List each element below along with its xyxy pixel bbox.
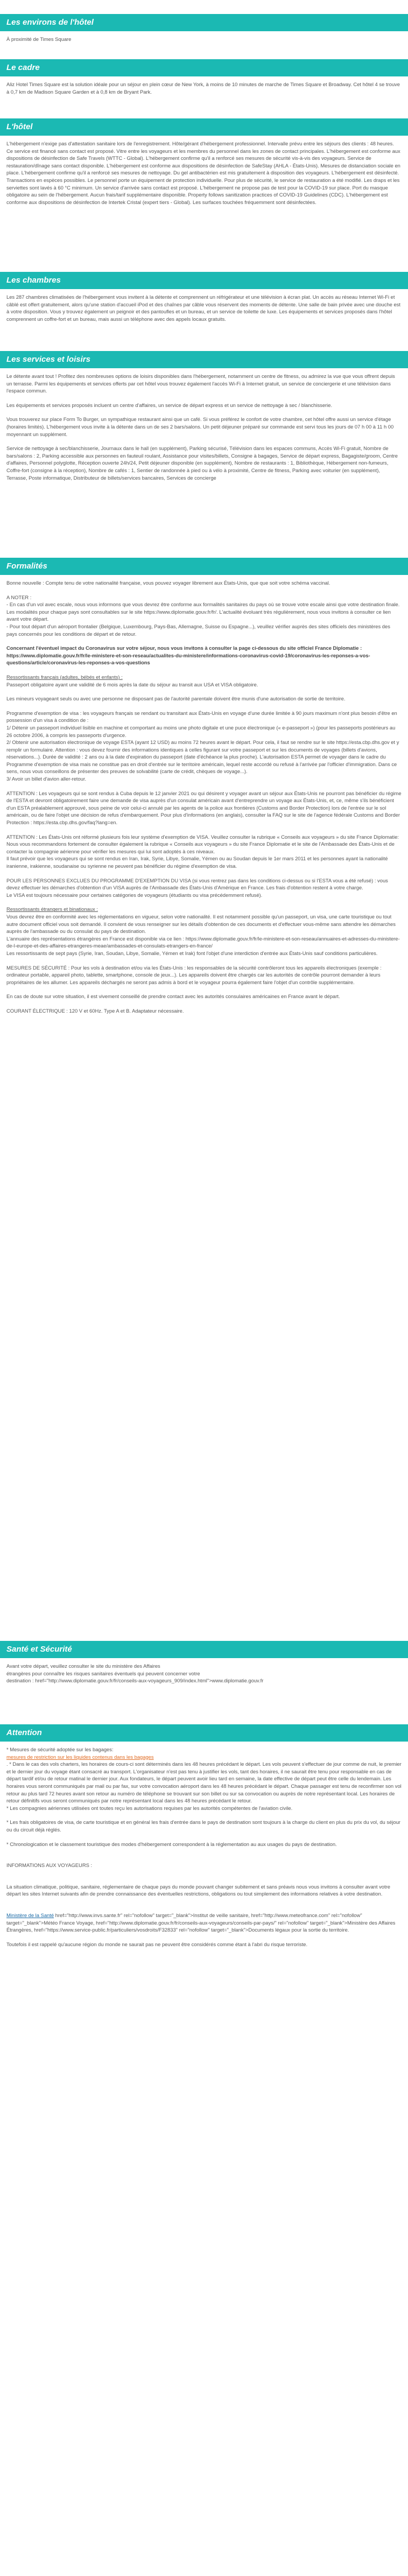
exclus-programme [6, 877, 402, 899]
environs-text: À proximité de Times Square [6, 36, 72, 42]
section-formalites [0, 558, 408, 1015]
attention-line: Il faut prévoir que les voyageurs qui se sont rendus en Iran, Irak, Syrie, Libye, Somalie, Yémen ou au Soudan depuis le 1er mars 2011 et les personnes ayant la nationalité iranienne, irakienne, soudanaise ou syrienne ne peuvent pas bénéficier du régime d'exemption de visa. [6, 855, 388, 869]
attention-bagages [6, 1746, 402, 1812]
doute-text: En cas de doute sur votre situation, il est vivement conseillé de prendre contact avec les autorités consulaires américaines en France avant le départ. [6, 993, 340, 1000]
mesures-securite: MESURES DE SÉCURITÉ : Pour les vols à destination et/ou via les États-Unis : les responsables de la sécurité contrôleront tous les appareils électroniques (exemple : ordinateur portable, appareil photo, tablette, smartphone, console de jeux...). Les appareils doivent être chargés car les autorités de contrôle pourront demander à leurs propriétaires de les allumer. Les appareils déchargés ne seront pas admis à bord et le voyageur pourra également faire l'objet d'un contrôle supplémentaire. [6, 964, 382, 985]
sante-line: destination : href="http://www.diplomatie.gouv.fr/fr/conseils-aux-voyageurs_909/index.html">www.diplomatie.gouv.fr [6, 1677, 264, 1684]
section-title-attention: Attention [0, 1724, 408, 1742]
risque-terroriste-text: Toutefois il est rappelé qu'aucune région du monde ne saurait pas ne peuvent être considérés comme étant à l'abri du risque terroriste. [6, 1941, 308, 1947]
bagages-text [6, 1746, 402, 1805]
section-cadre [0, 59, 408, 95]
section-loisirs [0, 351, 408, 481]
coronavirus-link[interactable]: https://www.diplomatie.gouv.fr/fr/le-ministere-et-son-reseau/actualites-du-ministere/informations-coronavirus-covid-19/coronavirus-les-reponses-a-vos-questions/article/coronavirus-les-reponses-a-vos-questions [6, 652, 370, 666]
sites-links [6, 1912, 402, 1934]
section-title-environs: Les environs de l'hôtel [0, 14, 408, 31]
exemption-visa [6, 710, 402, 783]
loisirs-paragraph: Le détente avant tout ! Profitez des nombreuses options de loisirs disponibles dans l'hébergement, notamment un centre de fitness, ou admirez la vue que vous offrent depuis un terrasse. Parmi les équipements et services offerts par cet hôtel vous trouvez également l'accès Wi-Fi à Internet gratuit, un service de conciergerie et une télévision dans l'espace commun. [6, 373, 395, 394]
courant-electrique: COURANT ÉLECTRIQUE : 120 V et 60Hz. Type A et B. Adaptateur nécessaire. [6, 1007, 184, 1014]
etrangers-line: L'annuaire des représentations étrangères en France est disponible via ce lien : https://www.diplomatie.gouv.fr/fr/le-ministere-et-son-reseau/annuaires-et-adresses-du-ministere-de-l-europe-et-des-affaires-etrangeres-meae/ambassades-et-consulats-etrangers-en-france/ [6, 935, 400, 949]
ministere-sante-link[interactable]: Ministère de la Santé [6, 1912, 54, 1918]
ressortissants-francais-text: Passeport obligatoire ayant une validité de 6 mois après la date du séjour au transit aux USA et VISA obligatoire. [6, 681, 258, 687]
cadre-text: Aliz Hotel Times Square est la solution idéale pour un séjour en plein cœur de New York, à moins de 10 minutes de marche de Times Square et Broadway. Cet hôtel 4 se trouve à 0,7 km de Madison Square Garden et à 0,8 km de Bryant Park. [6, 81, 400, 95]
section-title-loisirs: Les services et loisirs [0, 351, 408, 368]
note-line: Les modalités pour chaque pays sont consultables sur le site https://www.diplomatie.gouv.fr/fr/. L'actualité évoluant très régulièrement, nous vous invitons à consulter ce lien avant votre départ. [6, 608, 391, 622]
sites-links-text: href="http://www.invs.sante.fr" rel="nofollow" target="_blank">Institut de veille sanitaire, href="http://www.meteofrance.com" rel="nofollow" target="_blank">Météo France Voyage, href="http://www.diplomatie.gouv.fr/fr/conseils-aux-voyageurs/conseils-par-pays/" rel="nofollow" target="_blank">Ministère des Affaires Étrangères, href="https://www.service-public.fr/particuliers/vosdroits/F32833" rel="nofollow" target="_blank">Documents légaux pour la sortie du territoire. [6, 1912, 396, 1933]
note-line: - Pour tout départ d'un aéroport frontalier (Belgique, Luxembourg, Pays-Bas, Allemagne, Suisse ou Espagne...), veuillez vérifier auprès des sites officiels des ministères des pays concernés pour les conditions de départ et de retour. [6, 623, 390, 637]
section-hotel [0, 118, 408, 206]
formalites-intro: Bonne nouvelle : Compte tenu de votre nationalité française, vous pouvez voyager librement aux États-Unis, que que soit votre schéma vaccinal. [6, 580, 330, 586]
formalites-note [6, 594, 402, 638]
section-environs [0, 14, 408, 43]
note-line: - En cas d'un vol avec escale, nous vous informons que vous devrez être conforme aux formalités sanitaires du pays où se trouve votre escale ainsi que votre destination finale. [6, 601, 400, 608]
exemption-line: 3/ Avoir un billet d'avion aller-retour. [6, 776, 87, 782]
sante-line: Avant votre départ, veuillez consulter le site du ministère des Affaires [6, 1663, 160, 1669]
note-label: A NOTER : [6, 594, 32, 600]
section-chambres [0, 272, 408, 322]
exemption-line: 1/ Détenir un passeport individuel lisible en machine et comportant au moins une photo digitale et une puce électronique (« e-passeport ») (pour les passeports postérieurs au 26 octobre 2006, à compris les passeports d'urgence. [6, 724, 396, 738]
loisirs-paragraph: Vous trouverez sur place Form To Burger, un sympathique restaurant ainsi que un café. Si vous préférez le confort de votre chambre, cet hôtel offre aussi un service d'étage (horaires limités). L'hébergement vous invite à la détente dans un de ses 2 bars/salons. Un petit déjeuner préparé sur commande est servi tous les jours de 07 h 00 à 11 h 00 moyennant un supplément. [6, 416, 394, 437]
exemption-line: 2/ Obtenir une autorisation électronique de voyage ESTA (ayant 12 USD) au moins 72 heures avant le départ. Pour cela, il faut se rendre sur le site https://esta.cbp.dhs.gov et y remplir un formulaire. Attention : vous devez fournir des informations identiques à celles figurant sur votre passeport et sur les documents de voyages (billets d'avions, réservations...). Durée de validité : 2 ans ou à la date d'expiration du passeport (date d'échéance la plus proche). L'autorisation ESTA permet de voyager dans le cadre du Programme d'exemption de visa mais ne constitue pas en droit d'entrée sur le territoire américain, lequel reste accordé ou refusé à l'arrivée par l'officier d'immigration. Dans ce sens, nous vous conseillons de présenter des preuves de solvabilité (carte de crédit, chèques de voyage...). [6, 739, 399, 775]
mineurs-text: Les mineurs voyageant seuls ou avec une personne ne disposant pas de l'autorité parentale doivent être munis d'une autorisation de sortie de territoire. [6, 696, 346, 702]
loisirs-paragraph: Service de nettoyage à sec/blanchisserie, Journaux dans le hall (en supplément), Parking sécurisé, Télévision dans les espaces communs, Accès Wi-Fi gratuit, Nombre de bars/salons : 2, Parking accessible aux personnes en fauteuil roulant, Assistance pour visites/billets, Consigne à bagages, Service de départ express, Bagagiste/groom, Centre d'affaires, Personnel polyglotte, Réception ouverte 24h/24, Petit déjeuner disponible (en supplément), Nombre de restaurants : 1, Bibliothèque, Hébergement non-fumeurs, Coffre-fort (consigne à la réception), Nombre de cafés : 1, Sentier de randonnée à pied ou à vélo à proximité, Centre de fitness, Parking avec voiturier (en supplément), Terrasse, Poste informatique, Distributeur de billets/services bancaires, Services de concierge [6, 445, 398, 481]
section-title-sante: Santé et Sécurité [0, 1641, 408, 1658]
exemption-line: Programme d'exemption de visa : les voyageurs français se rendant ou transitant aux États-Unis en voyage d'une durée limitée à 90 jours maximum n'ont plus besoin d'être en possession d'un visa à condition de : [6, 710, 397, 724]
exclus-line: Le VISA est toujours nécessaire pour certaines catégories de voyageurs (étudiants ou visa précédemment refusé). [6, 892, 263, 898]
situation-text: La situation climatique, politique, sanitaire, réglementaire de chaque pays du monde pouvant changer subitement et sans préavis nous vous invitons à consulter avant votre départ les sites Internet suivants afin de prendre connaissance des éventuelles restrictions, obligations ou tout simplement des informations relatives à votre destination. [6, 1883, 390, 1897]
attention-line: Nous vous recommandons fortement de consulter également la rubrique « Conseils aux voyageurs » du site France Diplomatie et le site de l'Ambassade des États-Unis et de contacter la compagnie aérienne pour vérifier les mesures qui lui sont adoptés à ces niveaux. [6, 841, 395, 854]
loisirs-paragraph: Les équipements et services proposés incluent un centre d'affaires, un service de départ express et un service de nettoyage à sec / blanchisserie. [6, 402, 333, 408]
attention-cuba [6, 790, 402, 870]
ressortissants-etrangers [6, 906, 402, 957]
etrangers-line: Vous devrez être en conformité avec les réglementations en vigueur, selon votre nationalité. Il est notamment possible qu'un passeport, un visa, une carte touristique ou tout autre document officiel vous soit demandé. Il convient de vous renseigner sur les détails d'obtention de ces documents et d'effectuer vous-même sans attendre les démarches auprès de l'ambassade ou du consulat du pays de destination. [6, 913, 396, 935]
classement-text: * Chronologication et le classement touristique des modes d'hébergement correspondent à la réglementation au aux usages du pays de destination. [6, 1841, 337, 1847]
liquides-link[interactable]: mesures de restriction sur les liquides contenus dans les bagages [6, 1753, 154, 1760]
ressortissants-etrangers-title: Ressortissants étrangers et binationaux : [6, 906, 98, 913]
frais-visa-text: * Les frais obligatoires de visa, de carte touristique et en général les frais d'entrée dans le pays de destination sont toujours à la charge du client en plus du prix du vol, du séjour ou du circuit déjà réglés. [6, 1819, 400, 1833]
coronavirus-notice [6, 644, 402, 666]
coronavirus-notice-title: Concernant l'éventuel impact du Coronavirus sur votre séjour, nous vous invitons à consulter la page ci-dessous du site officiel France Diplomatie : [6, 645, 362, 651]
section-title-hotel: L'hôtel [0, 118, 408, 136]
section-title-formalites: Formalités [0, 558, 408, 575]
etrangers-line: Les ressortissants de sept pays (Syrie, Iran, Soudan, Libye, Somalie, Yémen et Irak) font l'objet d'une interdiction d'entrée aux États-Unis sauf conditions particulières. [6, 950, 378, 956]
bagages-rest: . * Dans le cas des vols charters, les horaires de cours-ci sont déterminés dans les 48 heures précédant le départ. Les vols peuvent s'effectuer de jour comme de nuit, le premier et le dernier jour du voyage étant consacré au transport. L'organisateur n'est pas tenu à justifier les vols, tant des horaires, il ne saurait être tenu pour responsable en cas de départ tardif et/ou de retour matinal le dernier jour. Aux fondateurs, le départ peuvent avoir lieu tard en semaine, la date effective de départ peut être celle du lendemain. Les horaires vous seront communiqués par mail ou par fax, sur votre convocation aéroport dans les 48 heures précédant le départ. Chaque passager est tenu de reconfirmer son vol retour au plus tard 72 heures avant son retour au numéro de téléphone se trouvant sur son billet ou sur sa convocation ou auprès de notre représentant local. Les horaires de retour définitifs vous seront communiqués par notre représentant local dans les 48 heures précédant le retour. [6, 1761, 402, 1804]
sante-line: étrangères pour connaître les risques sanitaires éventuels qui peuvent concerner votre [6, 1670, 200, 1676]
attention-line: ATTENTION : Les États-Unis ont réformé plusieurs fois leur système d'exemption de VISA. Veuillez consulter la rubrique « Conseils aux voyageurs » du site France Diplomatie: [6, 833, 399, 840]
ressortissants-francais-title: Ressortissants français (adultes, bébés et enfants) : [6, 673, 123, 680]
compagnies-text: * Les compagnies aériennes utilisées ont toutes reçu les autorisations requises par les autorités compétentes de l'aviation civile. [6, 1805, 293, 1811]
attention-line: ATTENTION : Les voyageurs qui se sont rendus à Cuba depuis le 12 janvier 2021 ou qui désirent y voyager avant un séjour aux États-Unis ne pourront pas bénéficier du régime de l'ESTA et devront obligatoirement faire une demande de visa auprès d'un consulat américain avant d'entreprendre un voyage aux États-Unis, et, ce, même s'ils bénéficient d'un ESTA préalablement approuvé, sous peine de voir celui-ci annulé par les agents de la police aux frontières (Customs and Border Protection) lors de l'entrée sur le sol américain, ou de faire l'objet une décision de refus d'embarquement. Pour plus d'informations (en anglais), consulter la FAQ sur le site de l'agence fédérale Customs and Border Protection : https://esta.cbp.dhs.gov/faq?lang=en. [6, 790, 402, 826]
section-attention [0, 1724, 408, 1948]
bagages-prefix: * Mesures de sécurité adoptée sur les bagages: [6, 1746, 114, 1752]
section-title-chambres: Les chambres [0, 272, 408, 289]
section-sante [0, 1641, 408, 1684]
hotel-text: L'hébergement n'exige pas d'attestation sanitaire lors de l'enregistrement. Hôte/gérant d'hébergement professionnel. Intervalle prévu entre les séjours des clients : 48 heures. Ce service est financé sans contact est proposé. Vitre entre les voyageurs et les membres du personnel dans les zones de contact principales. L'hébergement est conforme aux dispositions de désinfection de Safe Travels (WTTC - Global). L'hébergement confirme qu'il a renforcé ses mesures de sécurité vis-à-vis des voyageurs. Service de restauration/dînage sans contact disponible. L'hébergement est conforme aux dispositions de désinfection de SafeStay (AHLA - États-Unis). Mesures de distanciation sociale en place. L'hébergement confirme qu'il a renforcé ses mesures de nettoyage. Du gel antibactérien est mis gratuitement à disposition des voyageurs. L'hébergement est désinfecté. Transactions en espèces possibles. Le personnel porte un équipement de protection individuelle. Pour plus de sécurité, le service de restauration a été modifié. Les draps et les serviettes sont lavés à 60 °C minimum. Un service d'arrivée sans contact est proposé. L'hébergement ne propose pas de test pour la COVID-19 sur place. Port du masque obligatoire au sein de l'hébergement. Aucun frais/tarif supplémentaire disponible. Property follows sanitization practices of COVID-19 Guidelines (CDC). L'hébergement est conforme aux dispositions de désinfection de Intertek Cristal (expert tiers - Global). Les surfaces touchées fréquemment sont désinfectées. [6, 141, 400, 205]
ressortissants-francais [6, 673, 402, 688]
section-title-cadre: Le cadre [0, 59, 408, 76]
informations-voyageurs-title: INFORMATIONS AUX VOYAGEURS : [6, 1862, 93, 1869]
chambres-text: Les 287 chambres climatisées de l'hébergement vous invitent à la détente et comprennent un réfrigérateur et une télévision à écran plat. Un accès au réseau Internet Wi-Fi et câblé est offert gratuitement, alors qu'une station d'accueil iPod et des chaînes par câble vous réservent des moments de détente. Une salle de bain privée avec une douche est à votre disposition. Vous y trouvez également un peignoir et des pantoufles et un bureau, et un service de toilette de luxe. Les équipements et services proposés dans l'hôtel comprennent un coffre-fort et un bureau, mais aussi un téléphone avec des appels locaux gratuits. [6, 294, 400, 322]
exclus-line: POUR LES PERSONNES EXCLUES DU PROGRAMME D'EXEMPTION DU VISA (si vous rentrez pas dans les conditions ci-dessus ou si l'ESTA vous a été refusé) : vous devez effectuer les démarches d'obtention d'un VISA auprès de l'Ambassade des États-Unis d'Amérique en France. Les frais d'obtention restent à votre charge. [6, 877, 388, 891]
